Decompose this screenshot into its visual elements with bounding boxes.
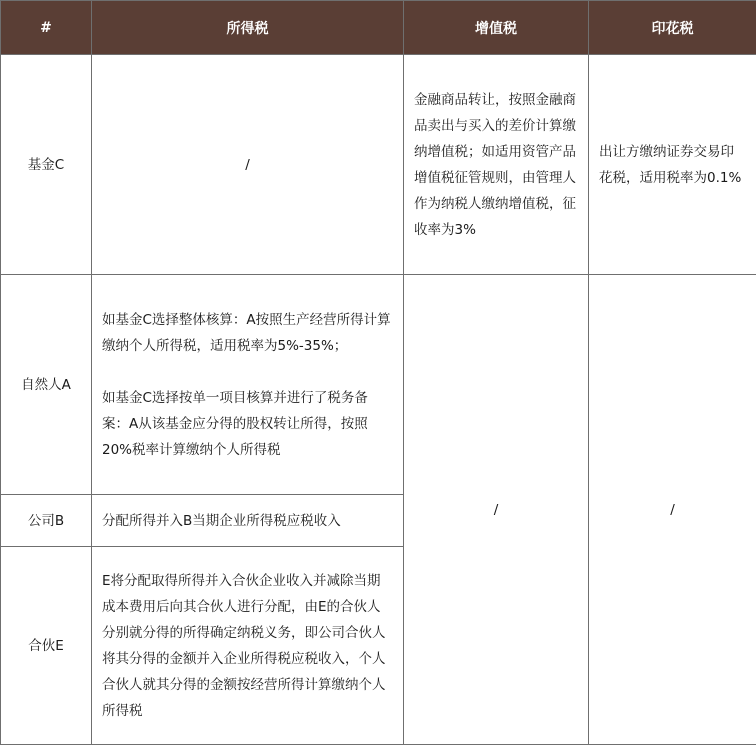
row-label-partner-e: 合伙E bbox=[1, 547, 92, 745]
merged-vat-cell: / bbox=[404, 275, 589, 745]
header-row bbox=[1, 1, 756, 55]
table-row bbox=[1, 55, 756, 275]
person-a-income-tax-overall: 如基金C选择整体核算：A按照生产经营所得计算缴纳个人所得税，适用税率为5%-35%； bbox=[102, 307, 393, 359]
header-index: # bbox=[1, 1, 92, 55]
partner-e-income-tax-cell: E将分配取得所得并入合伙企业收入并减除当期成本费用后向其合伙人进行分配，由E的合伙人分别就分得的所得确定纳税义务，即公司合伙人将其分得的金额并入企业所得税应税收入，个人合伙人就其分得的金额按经营所得计算缴纳个人所得税 bbox=[92, 547, 404, 745]
fund-c-vat-cell: 金融商品转让，按照金融商品卖出与买入的差价计算缴纳增值税；如适用资管产品增值税征管规则，由管理人作为纳税人缴纳增值税，征收率为3% bbox=[404, 55, 589, 275]
header-income-tax: 所得税 bbox=[92, 1, 404, 55]
person-a-income-tax-cell bbox=[92, 275, 404, 495]
header-vat: 增值税 bbox=[404, 1, 589, 55]
table-row bbox=[1, 275, 756, 495]
person-a-income-tax-single-project: 如基金C选择按单一项目核算并进行了税务备案：A从该基金应分得的股权转让所得，按照20%税率计算缴纳个人所得税 bbox=[102, 385, 393, 463]
merged-stamp-duty-cell: / bbox=[589, 275, 756, 745]
header-stamp-duty: 印花税 bbox=[589, 1, 756, 55]
fund-c-stamp-duty-cell: 出让方缴纳证券交易印花税，适用税率为0.1% bbox=[589, 55, 756, 275]
row-label-person-a: 自然人A bbox=[1, 275, 92, 495]
fund-c-income-tax-cell: / bbox=[92, 55, 404, 275]
row-label-fund-c: 基金C bbox=[1, 55, 92, 275]
company-b-income-tax-cell: 分配所得并入B当期企业所得税应税收入 bbox=[92, 495, 404, 547]
row-label-company-b: 公司B bbox=[1, 495, 92, 547]
